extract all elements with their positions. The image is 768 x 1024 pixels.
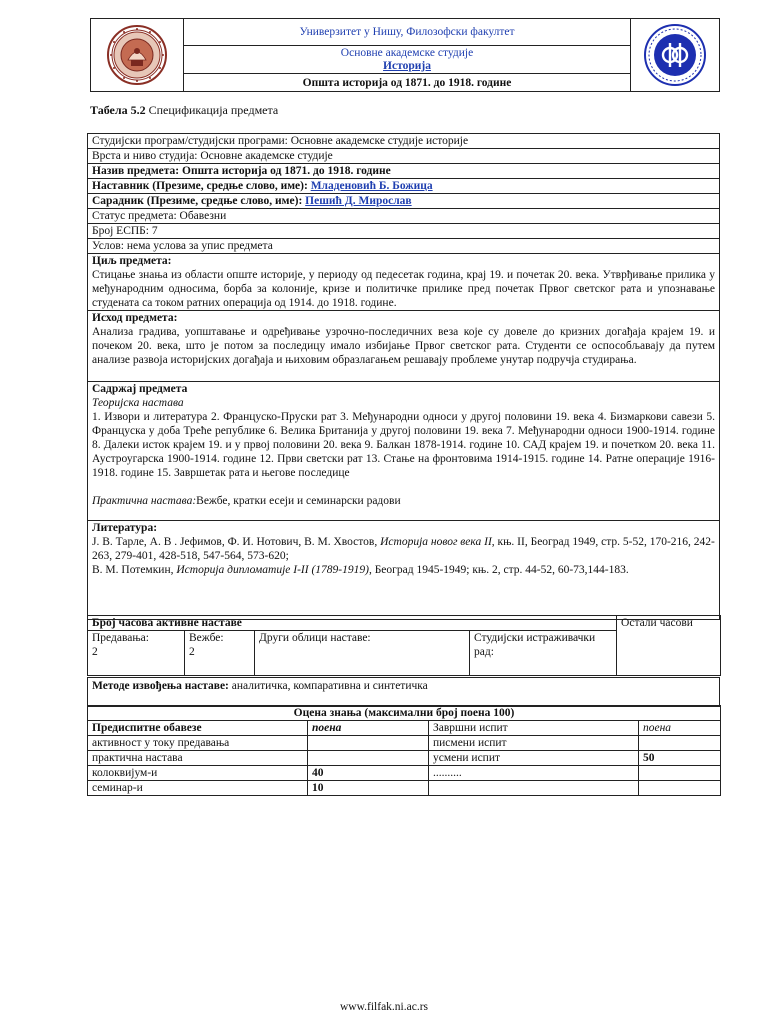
university-seal-icon: [106, 24, 168, 86]
outcome-text: Анализа градива, уопштавање и одређивање узрочно-последичних веза које су довеле до кризних догађаја крајем 19. и почеком 20. века, што је потом за последицу имало избијање Првог светског рата. Студенти се оспособљавају да путем анализе развоја историјских догађаја и њиховим образлагањем решавају проблеме унутар подручја студирања.: [92, 326, 715, 366]
literature-cell: [88, 521, 720, 620]
grading-head-3: поена: [639, 721, 721, 736]
grading-row: практична настава усмени испит 50: [88, 751, 721, 766]
specification-table: [87, 133, 720, 620]
course-name-cell: Назив предмета: Општа историја од 1871. до 1918. године: [88, 164, 720, 179]
grading-table: [87, 705, 721, 796]
seal-cell: [91, 19, 184, 91]
lecturer-link[interactable]: Младеновић Б. Божица: [310, 180, 433, 192]
caption-label: Табела 5.2: [90, 103, 146, 117]
assistant-cell: [88, 194, 720, 209]
practice-label: Практична настава:: [92, 495, 197, 507]
study-level: Основне академске студије: [340, 47, 474, 59]
header-center: [184, 19, 630, 91]
literature-item-2: В. М. Потемкин, Историја дипломатије I-II (1789-1919), Београд 1945-1949; књ. 2, стр. 44-52, 60-73,144-183.: [92, 564, 629, 576]
literature-label: Литература:: [92, 522, 158, 534]
content-cell: [88, 382, 720, 521]
document-header: [90, 18, 720, 92]
exercises-cell: Вежбе: 2: [185, 631, 255, 676]
grading-head-2: Завршни испит: [429, 721, 639, 736]
grading-head-1: поена: [308, 721, 429, 736]
methods-label: Методе извођења наставе:: [92, 680, 229, 692]
footer-url[interactable]: www.filfak.ni.ac.rs: [339, 1001, 429, 1013]
lecturer-label: Наставник (Презиме, средње слово, име):: [92, 180, 308, 192]
university-name: Универзитет у Нишу, Филозофски факултет: [184, 19, 630, 46]
grading-title: Оцена знања (максимални број поена 100): [88, 706, 721, 721]
practice-text: Вежбе, кратки есеји и семинарски радови: [196, 495, 401, 507]
logo-cell: [630, 19, 719, 91]
literature-item-1: J. В. Тарле, А. В . Јефимов, Ф. И. Нотович, В. М. Хвостов, Историја новог века II, књ. II, Београд 1949, стр. 5-52, 170-216, 242-263, 279-401, 428-518, 547-564, 573-620;: [92, 536, 715, 562]
goal-cell: [88, 254, 720, 311]
grading-head-0: Предиспитне обавезе: [88, 721, 308, 736]
lectures-cell: Предавања: 2: [88, 631, 185, 676]
exercises-value: 2: [189, 646, 195, 658]
course-title: Општа историја од 1871. до 1918. године: [302, 77, 512, 89]
program-cell: [184, 46, 630, 74]
methods-cell: [88, 678, 720, 707]
theory-label: Теоријска настава: [92, 397, 184, 409]
goal-text: Стицање знања из области опште историје, у периоду од педесетак година, крај 19. и почетак 20. века. Утврђивање прилика у међународним односима, борба за колоније, кризе и политичке прилике пред почетак Првог светског рата и упознавање студената са током ратних операција од 1914. до 1918. године.: [92, 269, 715, 309]
study-program-cell: Студијски програм/студијски програми: Основне академске студије историје: [88, 134, 720, 149]
methods-text: аналитичка, компаративна и синтетичка: [228, 680, 428, 692]
lectures-value: 2: [92, 646, 98, 658]
content-label: Садржај предмета: [92, 383, 188, 395]
grading-row: колоквијум-и 40 ..........: [88, 766, 721, 781]
outcome-cell: [88, 311, 720, 382]
goal-label: Циљ предмета:: [92, 255, 172, 267]
lecturer-cell: [88, 179, 720, 194]
program-link[interactable]: Историја: [383, 60, 431, 72]
requirement-cell: Услов: нема услова за упис предмета: [88, 239, 720, 254]
theory-text: 1. Извори и литература 2. Француско-Пруски рат 3. Међународни односи у другој половини 19. века 4. Бизмаркови савези 5. Француска у доба Треће републике 6. Велика Британија у другој половини 19. века 7. Међународни односи 1900-1914. године 8. Далеки исток крајем 19. и у првој половини 20. века 9. Балкан 1878-1914. године 10. САД крајем 19. и почетком 20. века 11. Аустроугарска 1900-1914. године 12. Први светски рат 13. Стање на фронтовима 1914-1915. године 14. Ратне операције 1916-1918. године 15. Завршетак рата и његове последице: [92, 411, 715, 479]
study-level-cell: Врста и ниво студија: Основне академске студије: [88, 149, 720, 164]
table-caption: [90, 103, 278, 117]
caption-title: Спецификација предмета: [148, 103, 279, 117]
grading-row: семинар-и 10: [88, 781, 721, 796]
research-cell: Студијски истраживачки рад:: [470, 631, 617, 676]
hours-title: Број часова активне наставе: [88, 616, 617, 631]
status-cell: Статус предмета: Обавезни: [88, 209, 720, 224]
faculty-logo-icon: [643, 23, 707, 87]
methods-table: [87, 677, 720, 707]
hours-table: [87, 615, 721, 676]
ects-cell: Број ЕСПБ: 7: [88, 224, 720, 239]
other-forms-cell: Други облици наставе:: [255, 631, 470, 676]
assistant-link[interactable]: Пешић Д. Мирослав: [305, 195, 412, 207]
assistant-label: Сарадник (Презиме, средње слово, име):: [92, 195, 303, 207]
outcome-label: Исход предмета:: [92, 312, 178, 324]
grading-row: активност у току предавања писмени испит: [88, 736, 721, 751]
other-hours: Остали часови: [617, 616, 721, 676]
